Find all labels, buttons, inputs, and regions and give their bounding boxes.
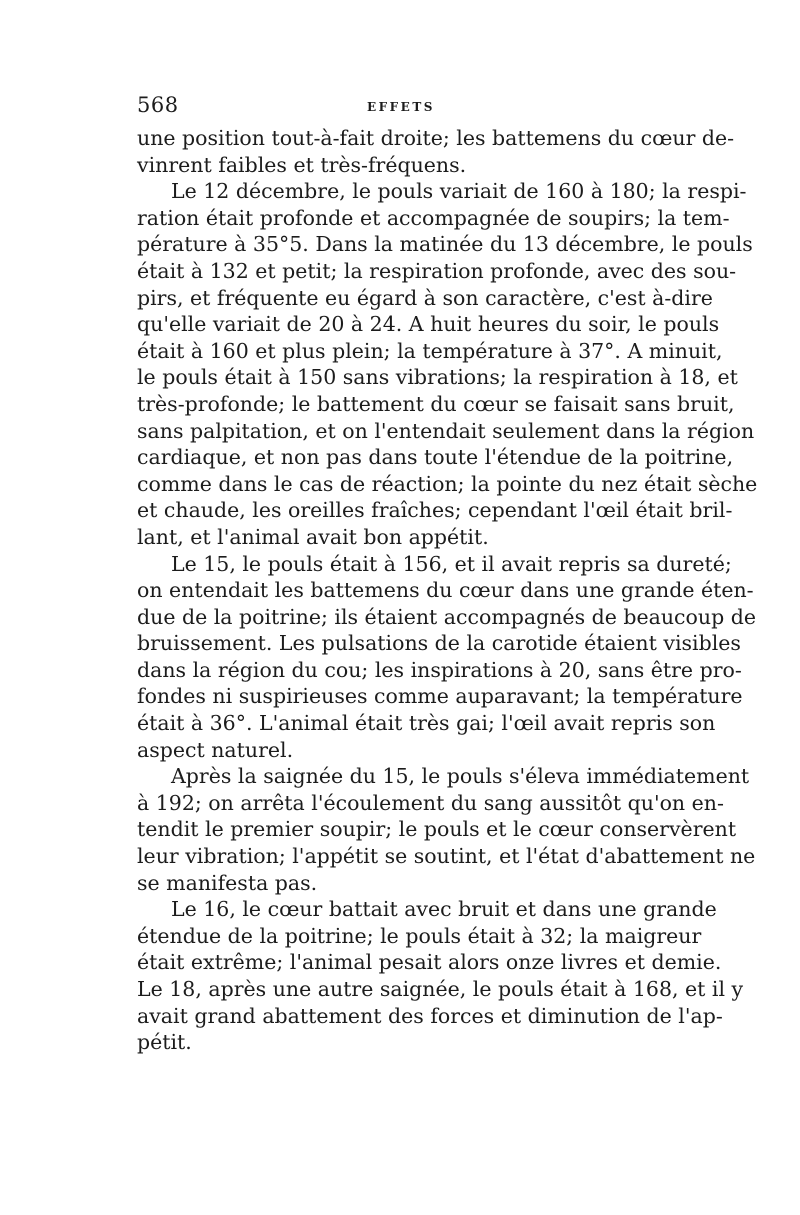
- text-line: fondes ni suspirieuses comme auparavant; la température: [137, 684, 743, 709]
- text-line: et chaude, les oreilles fraîches; cependant l'œil était bril-: [137, 498, 733, 523]
- running-title: EFFETS: [367, 100, 435, 114]
- text-line: leur vibration; l'appétit se soutint, et l'état d'abattement ne: [137, 844, 756, 869]
- text-line: vinrent faibles et très-fréquens.: [137, 152, 467, 177]
- text-line: pirs, et fréquente eu égard à son caractère, c'est à-dire: [137, 285, 713, 310]
- body-text: [137, 125, 758, 1056]
- text-line: Le 16, le cœur battait avec bruit et dans une grande: [171, 897, 717, 922]
- text-line: était à 160 et plus plein; la température à 37°. A minuit,: [137, 338, 723, 363]
- text-line: le pouls était à 150 sans vibrations; la respiration à 18, et: [137, 365, 738, 390]
- text-line: était à 36°. L'animal était très gai; l'œil avait repris son: [137, 711, 716, 736]
- text-line: était extrême; l'animal pesait alors onze livres et demie.: [137, 950, 722, 975]
- text-line: Le 12 décembre, le pouls variait de 160 à 180; la respi-: [171, 179, 747, 204]
- text-line: bruissement. Les pulsations de la carotide étaient visibles: [137, 631, 741, 656]
- text-line: Le 18, après une autre saignée, le pouls était à 168, et il y: [137, 977, 744, 1001]
- text-line: lant, et l'animal avait bon appétit.: [137, 524, 489, 549]
- text-line: très-profonde; le battement du cœur se faisait sans bruit,: [137, 391, 735, 416]
- text-line: on entendait les battemens du cœur dans une grande éten-: [137, 578, 754, 603]
- text-line: qu'elle variait de 20 à 24. A huit heures du soir, le pouls: [137, 312, 720, 337]
- text-line: sans palpitation, et on l'entendait seulement dans la région: [137, 418, 755, 443]
- text-line: une position tout-à-fait droite; les battemens du cœur de-: [137, 126, 735, 150]
- text-line: comme dans le cas de réaction; la pointe du nez était sèche: [137, 471, 758, 496]
- page-header: [137, 93, 667, 123]
- text-line: dans la région du cou; les inspirations à 20, sans être pro-: [137, 657, 742, 682]
- text-line: pétit.: [137, 1030, 192, 1055]
- text-line: Le 15, le pouls était à 156, et il avait repris sa dureté;: [171, 551, 732, 576]
- text-line: ration était profonde et accompagnée de soupirs; la tem-: [137, 205, 730, 230]
- text-line: due de la poitrine; ils étaient accompagnés de beaucoup de: [137, 604, 756, 629]
- page-number: 568: [137, 93, 179, 117]
- text-line: cardiaque, et non pas dans toute l'étendue de la poitrine,: [137, 445, 734, 470]
- text-line: Après la saignée du 15, le pouls s'éleva immédiatement: [171, 764, 750, 789]
- text-line: étendue de la poitrine; le pouls était à 32; la maigreur: [137, 923, 702, 948]
- text-line: tendit le premier soupir; le pouls et le cœur conservèrent: [137, 817, 737, 842]
- text-line: à 192; on arrêta l'écoulement du sang aussitôt qu'on en-: [137, 790, 724, 815]
- text-line: avait grand abattement des forces et diminution de l'ap-: [137, 1003, 723, 1028]
- text-line: se manifesta pas.: [137, 870, 318, 895]
- text-line: pérature à 35°5. Dans la matinée du 13 décembre, le pouls: [137, 232, 753, 257]
- text-line: était à 132 et petit; la respiration profonde, avec des sou-: [137, 258, 737, 283]
- text-line: aspect naturel.: [137, 737, 294, 762]
